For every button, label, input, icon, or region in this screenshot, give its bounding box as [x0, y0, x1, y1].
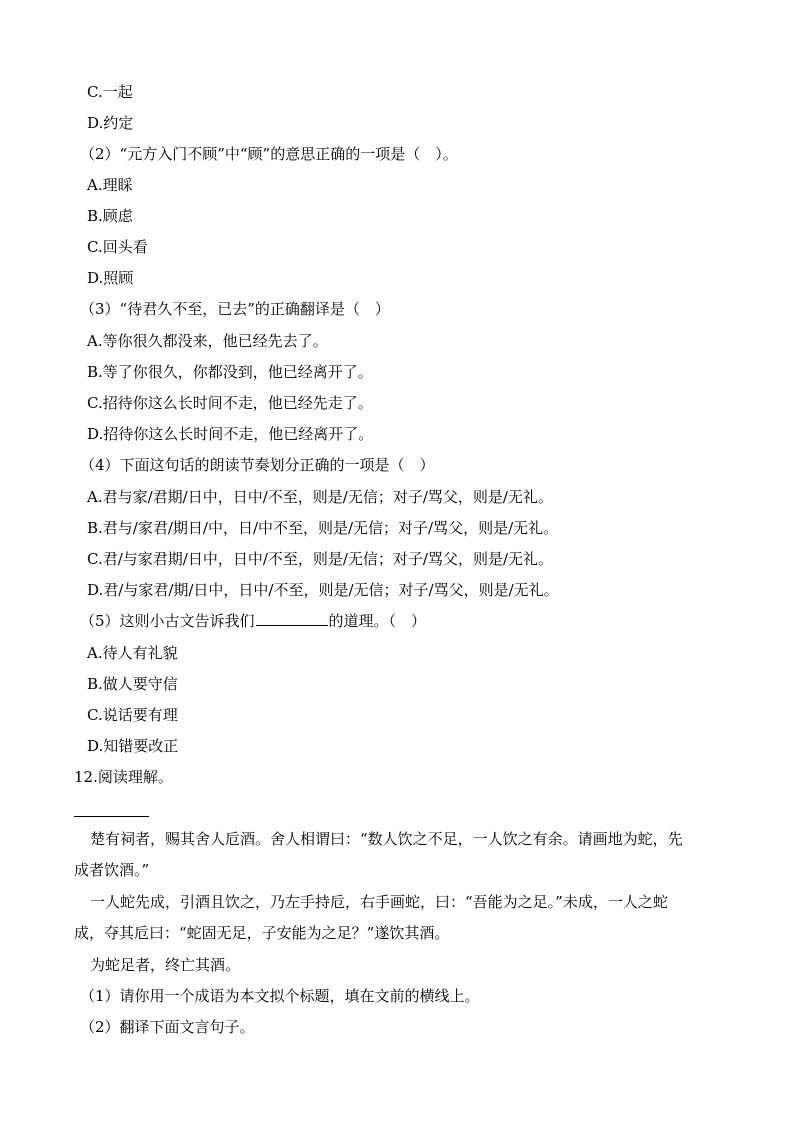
q5-option-a: A.待人有礼貌	[87, 644, 178, 662]
q3-option-c: C.招待你这么长时间不走，他已经先走了。	[87, 394, 373, 412]
q4-stem: （4）下面这句话的朗读节奏划分正确的一项是（ ）	[80, 456, 435, 474]
q4-option-c: C.君/与家君期/日中，日中/不至，则是/无信；对子/骂父，则是/无礼。	[87, 550, 554, 568]
q2-option-b: B.顾虑	[87, 207, 133, 225]
q5-answer-blank[interactable]	[256, 611, 328, 626]
q5-stem	[80, 611, 426, 631]
passage-line-2: 成者饮酒。”	[74, 861, 150, 879]
q5-option-d: D.知错要改正	[87, 737, 179, 755]
q12-heading: 12.阅读理解。	[74, 768, 173, 786]
passage-line-1: 楚有祠者，赐其舍人卮酒。舍人相谓曰：“数人饮之不足，一人饮之有余。请画地为蛇，先	[90, 830, 683, 848]
q3-option-a: A.等你很久都没来，他已经先去了。	[87, 332, 328, 350]
passage-line-5: 为蛇足者，终亡其酒。	[90, 956, 241, 974]
q5-option-c: C.说话要有理	[87, 706, 178, 724]
q2-option-c: C.回头看	[87, 238, 148, 256]
passage-line-4: 成，夺其卮曰：“蛇固无足，子安能为之足？”遂饮其酒。	[74, 924, 450, 942]
q1-option-d: D.约定	[87, 114, 134, 132]
q4-option-a: A.君与家/君期/日中，日中/不至，则是/无信；对子/骂父，则是/无礼。	[87, 488, 553, 506]
q2-option-a: A.理睬	[87, 176, 133, 194]
q3-option-d: D.招待你这么长时间不走，他已经离开了。	[87, 425, 374, 443]
q12-sub-question-1: （1）请你用一个成语为本文拟个标题，填在文前的横线上。	[80, 987, 480, 1005]
title-blank-line[interactable]	[74, 816, 149, 817]
q12-sub-question-2: （2）翻译下面文言句子。	[80, 1018, 255, 1036]
q4-option-b: B.君与/家君/期日/中，日/中不至，则是/无信；对子/骂父，则是/无礼。	[87, 519, 559, 537]
passage-line-3: 一人蛇先成，引酒且饮之，乃左手持卮，右手画蛇，曰：“吾能为之足。”未成，一人之蛇	[90, 893, 668, 911]
q3-stem: （3）“待君久不至，已去”的正确翻译是（ ）	[80, 300, 390, 318]
q5-stem-before: （5）这则小古文告诉我们	[80, 612, 255, 630]
q5-option-b: B.做人要守信	[87, 675, 178, 693]
q3-option-b: B.等了你很久，你都没到，他已经离开了。	[87, 363, 373, 381]
q5-stem-after: 的道理。（ ）	[328, 612, 427, 630]
q2-option-d: D.照顾	[87, 269, 134, 287]
q1-option-c: C.一起	[87, 83, 133, 101]
q2-stem: （2）“元方入门不顾”中“顾”的意思正确的一项是（ ）。	[80, 145, 458, 163]
q4-option-d: D.君/与家君/期/日中，日中/不至，则是/无信；对子/骂父，则是/无礼。	[87, 581, 559, 599]
